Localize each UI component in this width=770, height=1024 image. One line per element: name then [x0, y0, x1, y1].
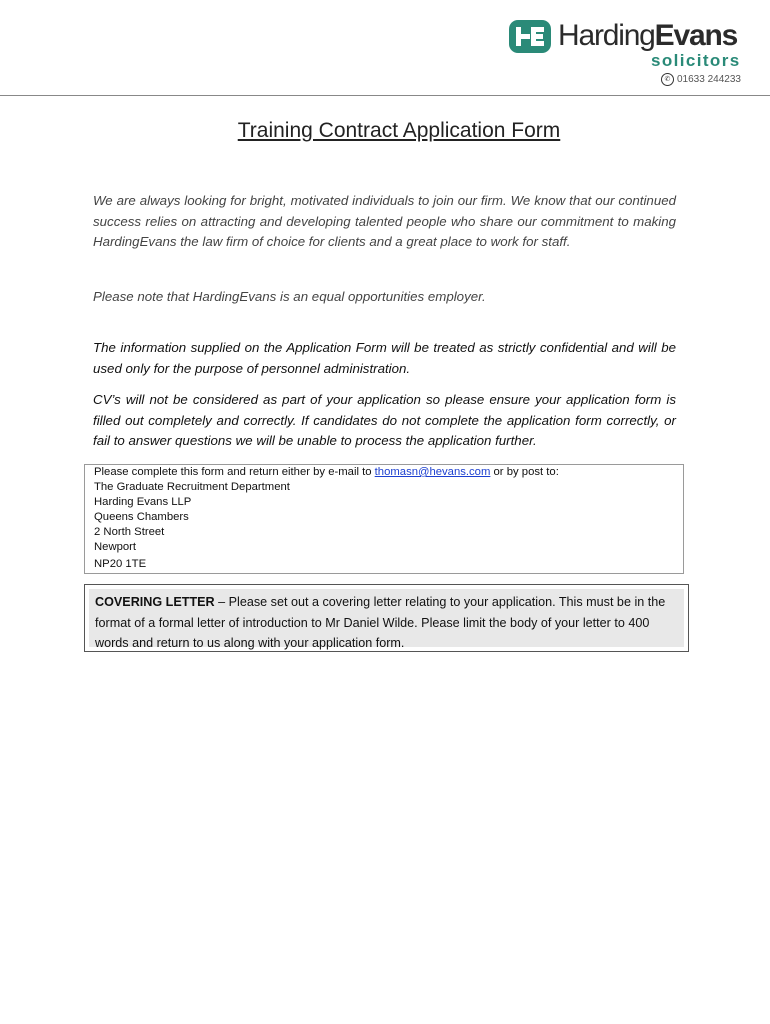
brand-name-bold: Evans — [654, 19, 738, 52]
brand-name — [558, 18, 737, 54]
intro-paragraph: We are always looking for bright, motivated individuals to join our firm. We know that our continued success relies on attracting and developing talented people who share our commitment to making HardingEvans the law firm of choice for clients and a great place to work for staff. — [93, 193, 676, 250]
page-title: Training Contract Application Form — [237, 119, 561, 142]
return-instruction — [94, 465, 559, 480]
address-line: The Graduate Recruitment Department — [94, 481, 290, 493]
address-line: Newport — [94, 541, 137, 553]
instruction-after: or by post to: — [490, 466, 559, 478]
brand-tagline: solicitors — [651, 51, 741, 70]
covering-letter-heading: COVERING LETTER — [95, 595, 215, 609]
confidentiality-note: The information supplied on the Application Form will be treated as strictly confidential and will be used only for the purpose of personnel administration. — [93, 340, 676, 376]
address-line: 2 North Street — [94, 526, 165, 538]
phone-number — [661, 73, 741, 86]
letterhead — [0, 0, 770, 96]
brand-name-light: Harding — [558, 19, 655, 52]
header-divider — [0, 95, 770, 96]
cv-note: CV’s will not be considered as part of your application so please ensure your application form is filled out completely and correctly. If candidates do not complete the application form correctly, or fail to answer questions we will be unable to process the application further. — [93, 392, 676, 449]
harding-evans-logo-icon — [509, 20, 551, 53]
address-line: Harding Evans LLP — [94, 496, 192, 508]
return-address-box — [84, 464, 684, 574]
phone-icon: ✆ — [661, 73, 674, 86]
instruction-before: Please complete this form and return either by e-mail to — [94, 466, 375, 478]
email-link[interactable]: thomasn@hevans.com — [374, 466, 491, 478]
equal-opportunities-note: Please note that HardingEvans is an equal opportunities employer. — [93, 289, 486, 304]
address-line: Queens Chambers — [94, 511, 189, 523]
covering-letter-text — [89, 589, 684, 650]
address-line: NP20 1TE — [94, 558, 147, 570]
phone-text: 01633 244233 — [677, 74, 741, 85]
covering-letter-body: – Please set out a covering letter relating to your application. This must be in the format of a formal letter of introduction to Mr Daniel Wilde. Please limit the body of your letter to 400 words and return to us along with your application form. — [95, 595, 666, 650]
covering-letter-box — [84, 584, 689, 652]
